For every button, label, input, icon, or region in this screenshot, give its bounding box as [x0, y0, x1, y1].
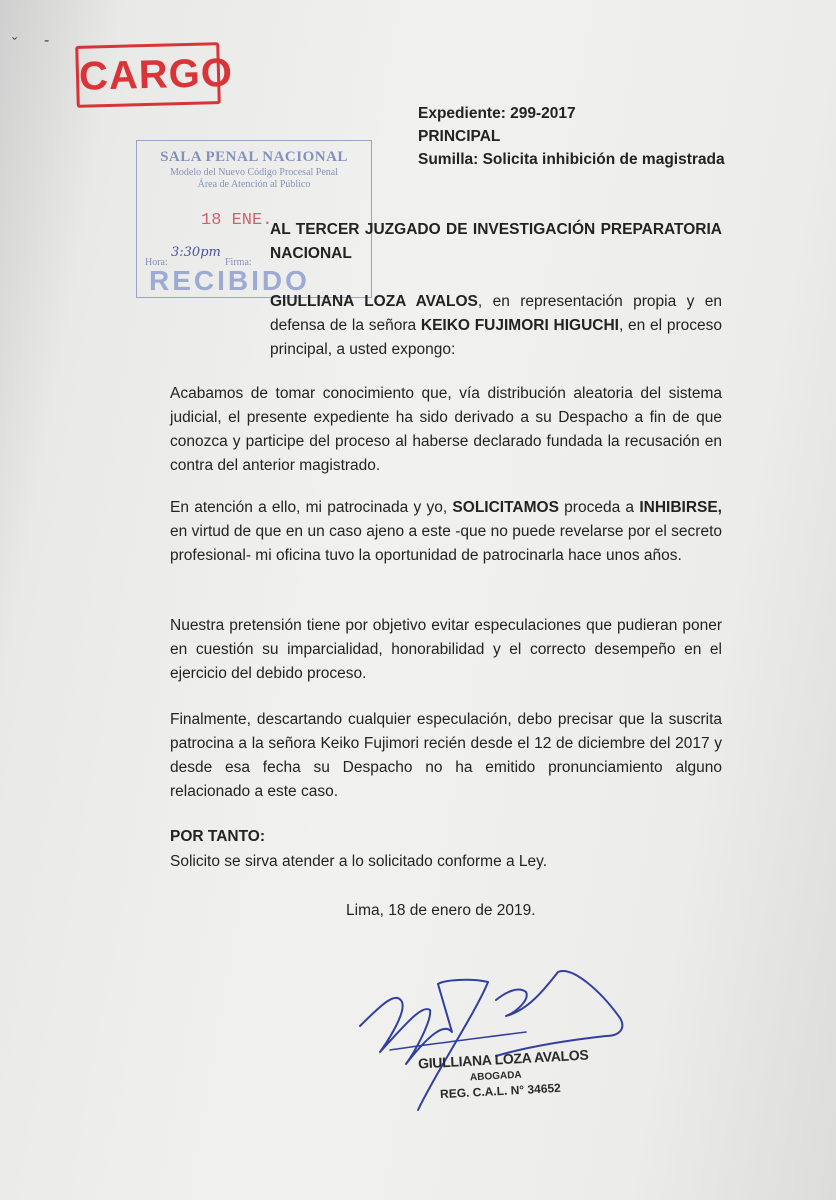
stamp-hora-label: Hora: [145, 257, 168, 268]
principal-label: PRINCIPAL [418, 128, 501, 145]
paragraph-1: Acabamos de tomar conocimiento que, vía distribución aleatoria del sistema judicial, el presente expediente ha sido derivado a su Despacho a fin de que conozca y participe del proceso al haberse declarado fundada la recusación en contra del anterior magistrado. [170, 385, 722, 474]
stamp-date: 18 ENE. [201, 211, 273, 230]
paragraph-3: Nuestra pretensión tiene por objetivo evitar especulaciones que pudieran poner en cuestión su imparcialidad, honorabilidad y el correcto desempeño en el ejercicio del debido proceso. [170, 617, 722, 682]
inhibirse-bold: INHIBIRSE, [639, 499, 722, 516]
pencil-tick-mark: ˇ [12, 36, 18, 53]
paragraph-2-part-2: proceda a [558, 499, 640, 516]
pencil-tick-mark: ‑ [44, 32, 50, 49]
stamp-status: RECIBIDO [149, 265, 310, 296]
paragraph-2 [170, 496, 722, 568]
stamp-title: SALA PENAL NACIONAL [160, 149, 348, 165]
signature-role: ABOGADA [469, 1069, 522, 1084]
paragraph-2-part-3: en virtud de que en un caso ajeno a este -que no puede revelarse por el secreto profesional- mi oficina tuvo la oportunidad de patrocinarla hace unos años. [170, 523, 722, 564]
por-tanto-heading: POR TANTO: [170, 828, 266, 845]
stamp-firma-label: Firma: [225, 257, 252, 268]
solicitamos-bold: SOLICITAMOS [452, 499, 559, 516]
stamp-subtitle-2: Área de Atención al Público [197, 179, 311, 190]
cargo-stamp: CARGO [75, 42, 221, 108]
signature-registration: REG. C.A.L. N° 34652 [439, 1080, 562, 1102]
stamp-hora-handwritten: 3:30pm [171, 245, 221, 260]
addressee: AL TERCER JUZGADO DE INVESTIGACIÓN PREPARATORIA NACIONAL [270, 221, 722, 262]
lawyer-name: GIULLIANA LOZA AVALOS [270, 293, 478, 310]
place-date: Lima, 18 de enero de 2019. [346, 902, 536, 919]
signature-name: GIULLIANA LOZA AVALOS [417, 1046, 589, 1072]
expediente-number: Expediente: 299-2017 [418, 105, 576, 122]
intro-text-2: , en el proceso principal, a usted expongo: [270, 317, 722, 358]
client-name: KEIKO FUJIMORI HIGUCHI [420, 317, 619, 334]
sumilla: Sumilla: Solicita inhibición de magistrada [418, 151, 725, 168]
paragraph-2-part-1: En atención a ello, mi patrocinada y yo, [170, 499, 453, 516]
stamp-subtitle-1: Modelo del Nuevo Código Procesal Penal [169, 167, 339, 178]
paragraph-4: Finalmente, descartando cualquier especulación, debo precisar que la suscrita patrocina a la señora Keiko Fujimori recién desde el 12 de diciembre del 2017 y desde esa fecha su Despacho no ha emitido pronunciamiento alguno relacionado a este caso. [170, 711, 722, 800]
intro-text-1: , en representación propia y en defensa de la señora [270, 293, 722, 334]
request-line: Solicito se sirva atender a lo solicitado conforme a Ley. [170, 853, 548, 870]
intro-paragraph [270, 290, 722, 362]
